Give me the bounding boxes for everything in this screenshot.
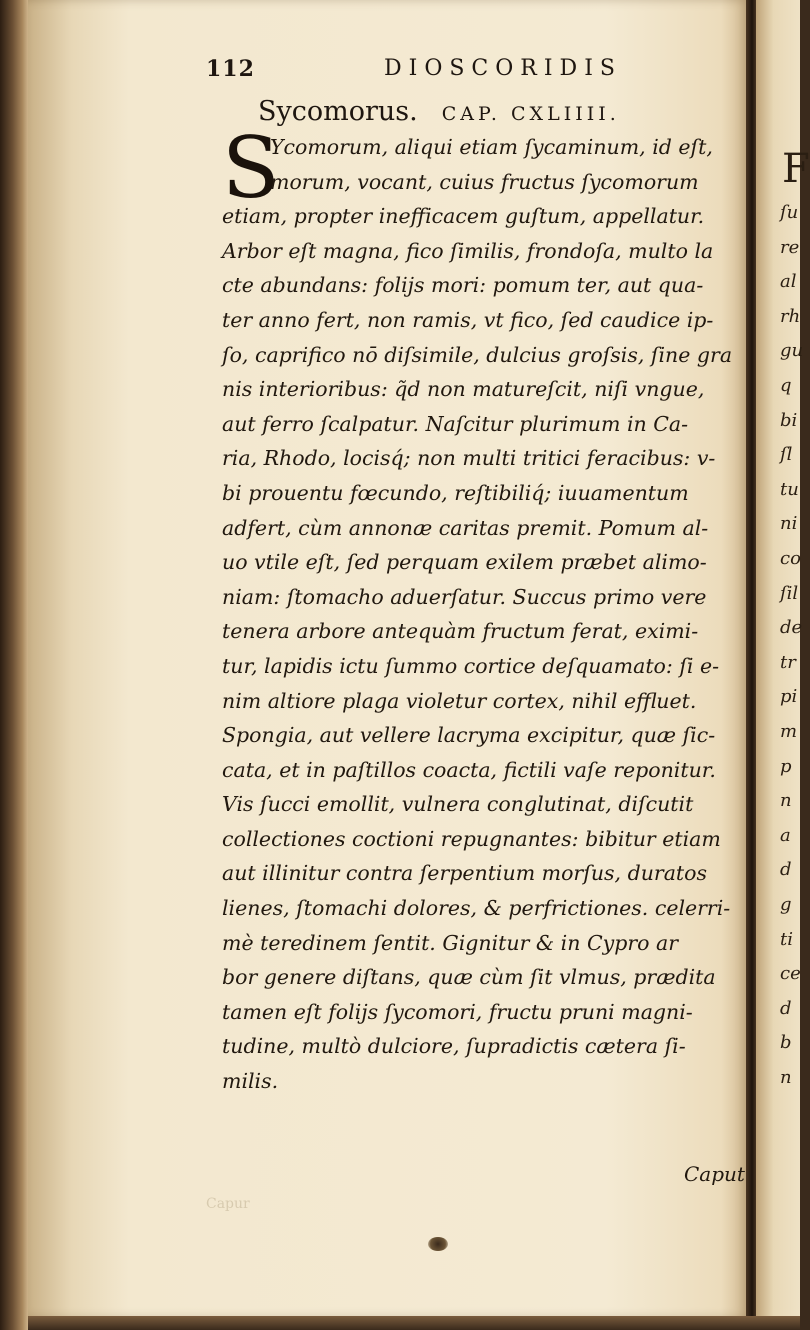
text-line: tur, lapidis ictu ſummo cortice deſquamato: ſi e- bbox=[222, 653, 720, 678]
text-line: cata, et in paſtillos coacta, fictili vaſe reponitur. bbox=[222, 757, 716, 782]
facing-page-fragment: ſl bbox=[780, 444, 793, 466]
facing-page-fragment: ni bbox=[780, 513, 798, 535]
text-line: collectiones coctioni repugnantes: bibitur etiam bbox=[222, 826, 721, 851]
text-line: bi prouentu fœcundo, reſtibiliq́; iuuamentum bbox=[222, 480, 689, 505]
facing-page-fragment: ti bbox=[780, 928, 793, 950]
facing-page-fragment: gu bbox=[780, 340, 804, 362]
text-line: Arbor eſt magna, fico ſimilis, frondoſa, multo la bbox=[222, 238, 714, 263]
text-line: mè teredinem ſentit. Gignitur & in Cypro ar bbox=[222, 930, 679, 955]
text-line: adfert, cùm annonæ caritas premit. Pomum al- bbox=[222, 515, 709, 540]
text-line: tamen eſt folijs ſycomori, fructu pruni magni- bbox=[222, 999, 693, 1024]
text-line: etiam, propter inefficacem guſtum, appellatur. bbox=[222, 204, 705, 229]
chapter-heading bbox=[258, 96, 620, 127]
page-header bbox=[206, 56, 726, 86]
text-line: Spongia, aut vellere lacryma excipitur, quæ ſic- bbox=[222, 723, 716, 748]
text-line: aut illinitur contra ſerpentium morſus, duratos bbox=[222, 861, 708, 886]
facing-page-fragment: tr bbox=[780, 651, 796, 673]
facing-page-fragment: n bbox=[780, 1067, 792, 1088]
body-text bbox=[222, 130, 744, 1099]
text-line: bor genere diſtans, quæ cùm ſit vlmus, prædita bbox=[222, 965, 716, 990]
facing-page-fragment: bi bbox=[780, 409, 798, 431]
catchword: Caput bbox=[684, 1162, 745, 1186]
text-line: niam: ſtomacho aduerſatur. Succus primo vere bbox=[222, 584, 707, 609]
facing-page-fragment: d bbox=[780, 859, 792, 881]
text-line: nim altiore plaga violetur cortex, nihil effluet. bbox=[222, 688, 697, 713]
facing-page-fragment: ce bbox=[780, 963, 801, 985]
facing-page-drop-letter: F bbox=[782, 146, 810, 192]
text-line: morum, vocant, cuius fructus ſycomorum bbox=[270, 169, 699, 194]
text-line: Ycomorum, aliqui etiam ſycaminum, id eſt, bbox=[270, 135, 713, 159]
facing-page-fragment: al bbox=[780, 271, 797, 293]
facing-page-fragment: p bbox=[780, 755, 792, 777]
text-line: ter anno fert, non ramis, vt fico, ſed caudice ip- bbox=[222, 307, 714, 332]
text-line: aut ferro ſcalpatur. Naſcitur plurimum in Ca- bbox=[222, 411, 689, 436]
text-line: Vis ſucci emollit, vulnera conglutinat, diſcutit bbox=[222, 792, 694, 817]
text-line: cte abundans: folijs mori: pomum ter, aut qua- bbox=[222, 273, 704, 298]
text-line: milis. bbox=[222, 1069, 279, 1094]
facing-page-fragment: tu bbox=[780, 478, 799, 500]
facing-page-fragment: ſil bbox=[780, 582, 799, 604]
facing-page-fragment: q bbox=[780, 375, 792, 396]
facing-page-fragment: a bbox=[780, 824, 791, 846]
text-line: nis interioribus: q̃d non matureſcit, niſi vngue, bbox=[222, 377, 705, 402]
facing-page-fragment: ſu bbox=[780, 202, 799, 223]
running-head: DIOSCORIDIS bbox=[384, 56, 622, 81]
facing-page-fragment: pi bbox=[780, 686, 798, 708]
facing-page-fragment: re bbox=[780, 236, 800, 258]
text-line: tenera arbore antequàm fructum ferat, eximi- bbox=[222, 619, 699, 644]
drop-cap-initial: S bbox=[222, 119, 280, 217]
page-number: 112 bbox=[206, 56, 255, 82]
facing-page-fragment: n bbox=[780, 790, 792, 812]
text-line: tudine, multò dulciore, ſupradictis cætera ſi- bbox=[222, 1034, 686, 1059]
facing-page-fragment: d bbox=[780, 997, 792, 1019]
facing-page-fragment: co bbox=[780, 548, 801, 569]
show-through-text: Capur bbox=[206, 1196, 250, 1212]
facing-page-fragment: m bbox=[780, 721, 798, 742]
facing-page-fragment: rh bbox=[780, 305, 801, 327]
text-line: ria, Rhodo, locisq́; non multi tritici feracibus: v- bbox=[222, 446, 716, 471]
text-line: ſo, caprifico nō diſsimile, dulcius groſsis, ſine gra bbox=[222, 342, 733, 367]
chapter-number: CAP. CXLIIII. bbox=[441, 103, 620, 125]
book-spine-left bbox=[0, 0, 28, 1330]
facing-page-fragment: de bbox=[780, 617, 803, 639]
text-line: uo vtile eſt, ſed perquam exilem præbet alimo- bbox=[222, 550, 707, 575]
page-bottom-edge bbox=[28, 1316, 800, 1330]
facing-page-fragment: g bbox=[780, 894, 792, 915]
facing-page-fragment: b bbox=[780, 1032, 792, 1054]
ink-blot bbox=[428, 1237, 448, 1251]
chapter-title: Sycomorus. bbox=[258, 96, 418, 127]
text-line: lienes, ſtomachi dolores, & perfrictiones. celerri- bbox=[222, 896, 731, 921]
